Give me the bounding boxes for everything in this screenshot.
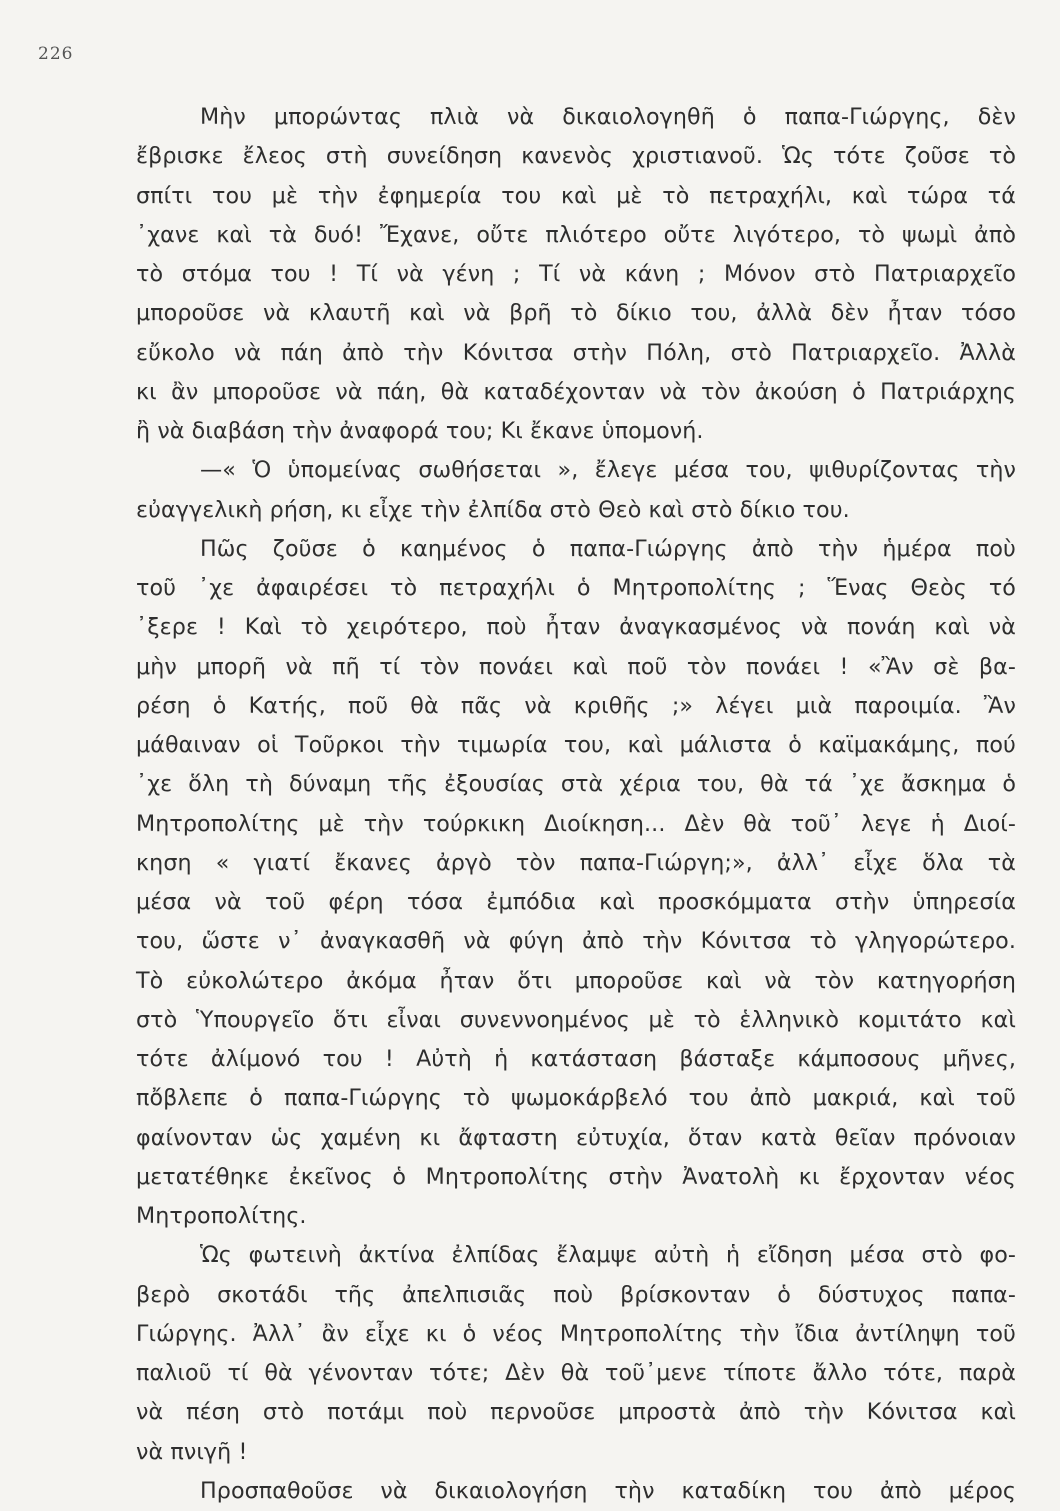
- text-line: μάθαιναν οἱ Τοῦρκοι τὴν τιμωρία του, καὶ μάλιστα ὁ καϊμακάμης, πού: [136, 732, 1016, 758]
- text-line: μετατέθηκε ἐκεῖνος ὁ Μητροπολίτης στὴν Ἀνατολὴ κι ἔρχονταν νέος: [136, 1163, 1016, 1190]
- text-line: μὴν μπορῆ νὰ πῆ τί τὸν πονάει καὶ ποῦ τὸν πονάει ! «Ἂν σὲ βα-: [136, 653, 1016, 680]
- text-line: νὰ πνιγῆ !: [136, 1438, 248, 1465]
- text-line: μέσα νὰ τοῦ φέρη τόσα ἐμπόδια καὶ προσκόμματα στὴν ὑπηρεσία: [136, 889, 1016, 915]
- text-line: τότε ἀλίμονό του ! Αὐτὴ ἡ κατάσταση βάσταξε κάμποσους μῆνες,: [136, 1046, 1016, 1072]
- text-line: φαίνονταν ὡς χαμένη κι ἄφταστη εὐτυχία, ὅταν κατὰ θεῖαν πρόνοιαν: [136, 1124, 1016, 1151]
- text-line: ρέση ὁ Κατής, ποῦ θὰ πᾶς νὰ κριθῆς ;» λέγει μιὰ παροιμία. Ἂν: [136, 692, 1016, 719]
- page-number: 226: [38, 44, 74, 64]
- text-line: Τὸ εὐκολώτερο ἀκόμα ἦταν ὅτι μποροῦσε καὶ νὰ τὸν κατηγορήση: [136, 967, 1016, 994]
- text-line: παλιοῦ τί θὰ γένονταν τότε; Δὲν θὰ τοῦ᾿μενε τίποτε ἄλλο τότε, παρὰ: [136, 1360, 1016, 1386]
- text-line: Προσπαθοῦσε νὰ δικαιολογήση τὴν καταδίκη του ἀπὸ μέρος: [200, 1477, 1016, 1504]
- text-line: —« Ὁ ὑπομείνας σωθήσεται », ἔλεγε μέσα του, ψιθυρίζοντας τὴν: [200, 457, 1016, 484]
- text-line: Γιώργης. Ἀλλ᾿ ἂν εἶχε κι ὁ νέος Μητροπολίτης τὴν ἴδια ἀντίληψη τοῦ: [136, 1320, 1016, 1347]
- text-line: στὸ Ὑπουργεῖο ὅτι εἶναι συνεννοημένος μὲ τὸ ἑλληνικὸ κομιτάτο καὶ: [136, 1006, 1016, 1033]
- text-line: μποροῦσε νὰ κλαυτῆ καὶ νὰ βρῆ τὸ δίκιο του, ἀλλὰ δὲν ἦταν τόσο: [136, 300, 1016, 327]
- text-line: Πῶς ζοῦσε ὁ καημένος ὁ παπα-Γιώργης ἀπὸ τὴν ἡμέρα ποὺ: [200, 535, 1016, 562]
- text-line: Μητροπολίτης μὲ τὴν τούρκικη Διοίκηση... Δὲν θὰ τοῦ᾿ λεγε ἡ Διοί-: [136, 810, 1016, 837]
- text-line: Ὡς φωτεινὴ ἀκτίνα ἐλπίδας ἔλαμψε αὐτὴ ἡ εἴδηση μέσα στὸ φο-: [200, 1242, 1016, 1269]
- text-line: Μὴν μπορώντας πλιὰ νὰ δικαιολογηθῆ ὁ παπα-Γιώργης, δὲν: [200, 104, 1016, 130]
- text-line: ἢ νὰ διαβάση τὴν ἀναφορά του; Κι ἔκανε ὑπομονή.: [136, 418, 704, 444]
- text-line: του, ὥστε ν᾿ ἀναγκασθῆ νὰ φύγη ἀπὸ τὴν Κόνιτσα τὸ γληγορώτερο.: [136, 928, 1016, 955]
- text-line: ᾿χανε καὶ τὰ δυό! Ἔχανε, οὔτε πλιότερο οὔτε λιγότερο, τὸ ψωμὶ ἀπὸ: [136, 221, 1016, 248]
- text-line: ᾿ξερε ! Καὶ τὸ χειρότερο, ποὺ ἦταν ἀναγκασμένος νὰ πονάη καὶ νὰ: [136, 614, 1016, 641]
- text-line: Μητροπολίτης.: [136, 1203, 307, 1229]
- text-line: εὐαγγελικὴ ρήση, κι εἶχε τὴν ἐλπίδα στὸ Θεὸ καὶ στὸ δίκιο του.: [136, 496, 850, 523]
- text-line: τοῦ ᾿χε ἀφαιρέσει τὸ πετραχήλι ὁ Μητροπολίτης ; Ἕνας Θεὸς τό: [136, 575, 1016, 601]
- text-line: εὔκολο νὰ πάη ἀπὸ τὴν Κόνιτσα στὴν Πόλη, στὸ Πατριαρχεῖο. Ἀλλὰ: [136, 339, 1016, 366]
- text-line: βερὸ σκοτάδι τῆς ἀπελπισιᾶς ποὺ βρίσκονταν ὁ δύστυχος παπα-: [136, 1281, 1016, 1308]
- text-line: κηση « γιατί ἔκανες ἀργὸ τὸν παπα-Γιώργη;», ἀλλ᾿ εἶχε ὅλα τὰ: [136, 849, 1016, 876]
- text-line: ἔβρισκε ἔλεος στὴ συνείδηση κανενὸς χριστιανοῦ. Ὡς τότε ζοῦσε τὸ: [136, 143, 1016, 170]
- text-line: νὰ πέση στὸ ποτάμι ποὺ περνοῦσε μπροστὰ ἀπὸ τὴν Κόνιτσα καὶ: [136, 1399, 1016, 1426]
- body-text: [136, 98, 1016, 1511]
- text-line: τὸ στόμα του ! Τί νὰ γένη ; Τί νὰ κάνη ; Μόνον στὸ Πατριαρχεῖο: [136, 261, 1016, 287]
- text-line: κι ἂν μποροῦσε νὰ πάη, θὰ καταδέχονταν νὰ τὸν ἀκούση ὁ Πατριάρχης: [136, 378, 1016, 405]
- text-line: σπίτι του μὲ τὴν ἐφημερία του καὶ μὲ τὸ πετραχήλι, καὶ τώρα τά: [136, 182, 1016, 209]
- text-line: πὄβλεπε ὁ παπα-Γιώργης τὸ ψωμοκάρβελό του ἀπὸ μακριά, καὶ τοῦ: [136, 1085, 1016, 1112]
- text-line: ᾿χε ὅλη τὴ δύναμη τῆς ἐξουσίας στὰ χέρια του, θὰ τά ᾿χε ἄσκημα ὁ: [136, 771, 1016, 798]
